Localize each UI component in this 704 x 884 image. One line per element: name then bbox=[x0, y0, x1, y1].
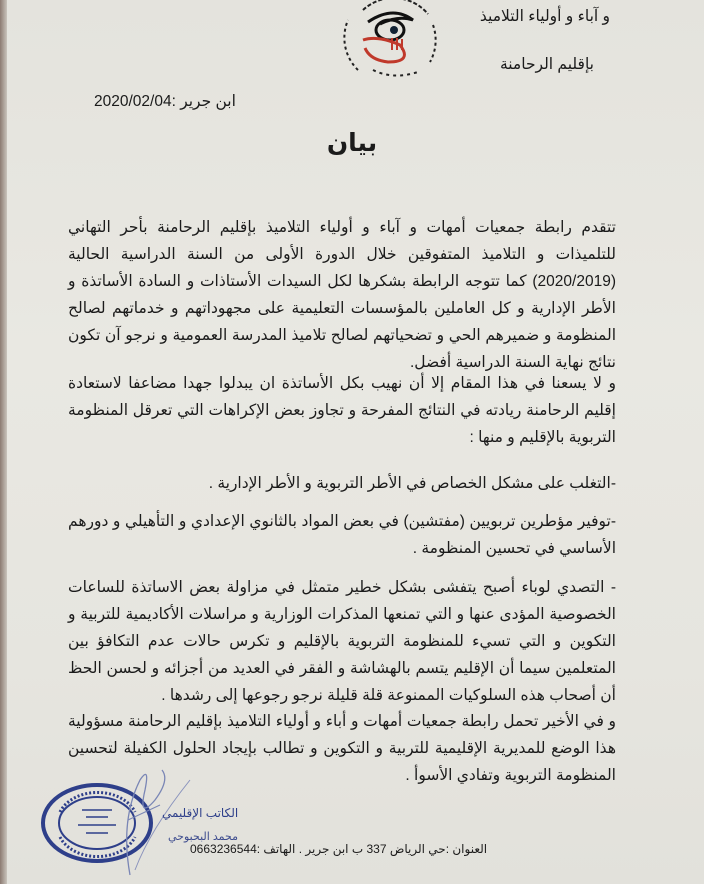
date-line: ابن جرير :2020/02/04 bbox=[94, 93, 236, 110]
signatory-name: محمد البحبوحي bbox=[168, 831, 238, 843]
header-org-line-2: بإقليم الرحامنة bbox=[499, 56, 594, 73]
list-item-private-lessons: - التصدي لوباء أصبح يتفشى بشكل خطير متمثل في مزاولة بعض الاساتذة للساعات الخصوصية المؤدى عنها و التي تمنعها المذكرات الوزارية و مراسلات الأكاديمية للتربية و التكوين و التي تسيء للمنظومة التربوية بالإقليم و تكرس حالات عدم التكافؤ بين المتعلمين سيما أن الإقليم يتسم بالهشاشة و الفقر في العديد من أجزائه و لحسن الحظ أن أصحاب هذه السلوكيات الممنوعة قلة قليلة نرجو رجوعها إلى رشدها . bbox=[68, 579, 616, 704]
paragraph-appeal: و لا يسعنا في هذا المقام إلا أن نهيب بكل الأساتذة ان يبدلوا جهدا مضاعفا لاستعادة إقليم الرحامنة ريادته في النتائج المفرحة و تجاوز بعض الإكراهات التي تعرقل المنظومة التربوية بالإقليم و منها : bbox=[68, 375, 616, 446]
association-logo-icon bbox=[318, 0, 468, 80]
paragraph-congratulations: تتقدم رابطة جمعيات أمهات و آباء و أولياء التلاميذ بإقليم الرحامنة بأحر التهاني للتلميذات و التلاميذ المتفوقين خلال الدورة الأولى من السنة الدراسية الحالية (2020/2019) كما تتوجه الرابطة بشكرها لكل السيدات الأستاذات و السادة الأساتذة و الأطر الإدارية و كل العاملين بالمؤسسات التعليمية على مجهوداتهم و خدماتهم لصالح المنظومة و ضميرهم الحي و تضحياتهم لصالح تلاميذ المدرسة العمومية و نرجو آن تكون نتائج نهاية السنة الدراسية أفضل. bbox=[68, 219, 616, 371]
signatory-title: الكاتب الإقليمي bbox=[162, 806, 239, 820]
footer-address: العنوان :حي الرياض 337 ب ابن جرير . الهاتف :0663236544 bbox=[190, 842, 488, 856]
page-title: بيان bbox=[326, 129, 378, 157]
header-org-line-1: و آباء و أولياء التلاميذ bbox=[479, 8, 610, 25]
paragraph-conclusion: و في الأخير تحمل رابطة جمعيات أمهات و أباء و أولياء التلاميذ بإقليم الرحامنة مسؤولية هذا الوضع للمديرية الإقليمية للتربية و التكوين و تطالب بإيجاد الحلول الكفيلة لتحسين المنظومة التربوية وتفادي الأسوأ . bbox=[68, 713, 616, 784]
list-item-staff-shortage: -التغلب على مشكل الخصاص في الأطر التربوية و الأطر الإدارية . bbox=[208, 475, 616, 492]
handwritten-signature-icon bbox=[100, 760, 220, 880]
list-item-inspectors: -توفير مؤطرين تربويين (مفتشين) في بعض المواد بالثانوي الإعدادي و التأهيلي و دورهم الأساسي في تحسين المنظومة . bbox=[68, 513, 616, 557]
